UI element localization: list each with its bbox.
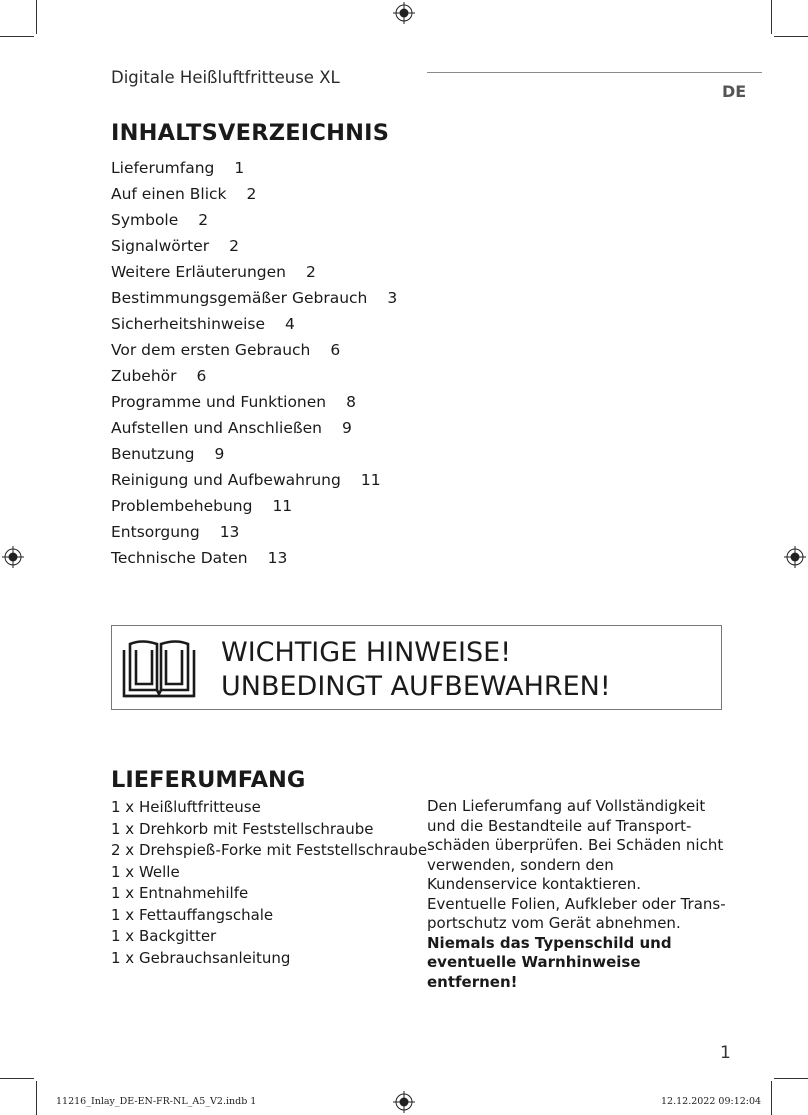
scope-item: 1 x Entnahmehilfe <box>111 884 249 902</box>
crop-mark-bottom-right-vertical <box>771 1081 772 1115</box>
crop-mark-top-right-vertical <box>771 0 772 34</box>
registration-mark-icon <box>393 1091 415 1113</box>
toc-item[interactable] <box>111 547 397 573</box>
notice-line-1: WICHTIGE HINWEISE! <box>221 637 512 668</box>
scope-item: 1 x Welle <box>111 862 180 881</box>
toc-heading: INHALTSVERZEICHNIS <box>111 120 390 146</box>
toc-item[interactable] <box>111 469 397 495</box>
toc-item-page: 2 <box>306 263 316 281</box>
toc-item-page: 4 <box>285 315 295 333</box>
toc-item-label: Auf einen Blick <box>111 185 227 203</box>
toc-item-page: 9 <box>214 445 225 463</box>
crop-mark-top-right-horizontal <box>774 36 808 37</box>
crop-mark-bottom-left-vertical <box>36 1081 37 1115</box>
toc-item-label: Bestimmungsgemäßer Gebrauch <box>111 289 368 307</box>
toc-item-label: Aufstellen und Anschließen <box>111 419 323 437</box>
scope-paragraph-2-text: Eventuelle Folien, Aufkleber oder Transportschutz vom Gerät abnehmen. <box>427 894 726 932</box>
registration-mark-icon <box>784 546 806 568</box>
scope-heading: LIEFERUMFANG <box>111 767 306 793</box>
scope-paragraph-2 <box>427 895 727 993</box>
toc-item-label: Reinigung und Aufbewahrung <box>111 471 341 489</box>
toc-item-label: Technische Daten <box>111 549 248 567</box>
toc-item-label: Symbole <box>111 211 179 229</box>
toc-item[interactable] <box>111 313 397 339</box>
scope-list <box>111 797 427 969</box>
toc-item-label: Benutzung <box>111 445 195 463</box>
scope-item: 2 x Drehspieß-Forke mit Feststellschraube <box>111 841 428 859</box>
crop-mark-top-left-vertical <box>36 0 37 34</box>
scope-item: 1 x Heißluftfritteuse <box>111 798 261 816</box>
toc-item-page: 3 <box>387 289 398 307</box>
header-rule <box>427 72 762 73</box>
print-slug-file: 11216_Inlay_DE-EN-FR-NL_A5_V2.indb 1 <box>56 1096 257 1107</box>
toc-item-page: 9 <box>342 419 352 437</box>
toc-item-label: Lieferumfang <box>111 159 215 177</box>
print-slug-date: 12.12.2022 09:12:04 <box>661 1096 762 1107</box>
scope-item: 1 x Drehkorb mit Feststellschraube <box>111 819 374 838</box>
registration-mark-icon <box>2 546 24 568</box>
toc-item[interactable] <box>111 521 397 547</box>
toc-item[interactable] <box>111 235 397 261</box>
toc-item-label: Problembehebung <box>111 497 253 515</box>
toc-item[interactable] <box>111 261 397 287</box>
crop-mark-bottom-right-horizontal <box>774 1078 808 1079</box>
toc-item-page: 2 <box>246 185 257 203</box>
toc-item-label: Sicherheitshinweise <box>111 315 266 333</box>
document-title: Digitale Heißluftfritteuse XL <box>111 68 340 87</box>
toc-item-page: 2 <box>229 237 240 255</box>
toc-item[interactable] <box>111 157 397 183</box>
toc-item-label: Vor dem ersten Gebrauch <box>111 341 311 359</box>
toc-item-label: Entsorgung <box>111 523 200 541</box>
toc-item-page: 6 <box>196 367 207 385</box>
scope-instructions <box>427 797 727 992</box>
toc-item-page: 1 <box>234 159 245 177</box>
toc-item-label: Zubehör <box>111 367 177 385</box>
notice-text <box>221 636 611 704</box>
crop-mark-top-left-horizontal <box>0 36 34 37</box>
scope-item: 1 x Fettauffangschale <box>111 905 274 924</box>
toc-item[interactable] <box>111 183 397 209</box>
toc-item[interactable] <box>111 495 397 521</box>
registration-mark-icon <box>393 2 415 24</box>
crop-mark-bottom-left-horizontal <box>0 1078 34 1079</box>
toc-item-page: 11 <box>360 471 381 489</box>
scope-item: 1 x Gebrauchsanleitung <box>111 948 291 967</box>
page-number: 1 <box>720 1043 731 1063</box>
toc-item-label: Weitere Erläuterungen <box>111 263 286 281</box>
open-book-icon <box>122 636 196 700</box>
toc-list <box>111 157 397 573</box>
toc-item-page: 13 <box>219 523 240 541</box>
toc-item-page: 11 <box>272 497 293 515</box>
scope-warning-bold: Niemals das Typenschild und eventuelle Warnhinweise entfernen! <box>427 933 672 991</box>
toc-item[interactable] <box>111 287 397 313</box>
toc-item-page: 13 <box>267 549 288 567</box>
toc-item[interactable] <box>111 209 397 235</box>
toc-item-label: Signalwörter <box>111 237 210 255</box>
toc-item[interactable] <box>111 391 397 417</box>
toc-item-page: 8 <box>346 393 356 411</box>
notice-line-2: UNBEDINGT AUFBEWAHREN! <box>221 671 611 702</box>
toc-item[interactable] <box>111 339 397 365</box>
toc-item-page: 2 <box>198 211 209 229</box>
language-tag: DE <box>722 82 747 101</box>
toc-item[interactable] <box>111 417 397 443</box>
toc-item[interactable] <box>111 365 397 391</box>
important-notice-box <box>111 625 722 710</box>
scope-item: 1 x Backgitter <box>111 927 217 945</box>
toc-item-page: 6 <box>330 341 341 359</box>
toc-item-label: Programme und Funktionen <box>111 393 327 411</box>
toc-item[interactable] <box>111 443 397 469</box>
scope-paragraph-1: Den Lieferumfang auf Vollständigkeit und die Bestandteile auf Transportschäden überprüfen. Bei Schäden nicht verwenden, sondern den Kundenservice kontaktieren. <box>427 797 724 893</box>
